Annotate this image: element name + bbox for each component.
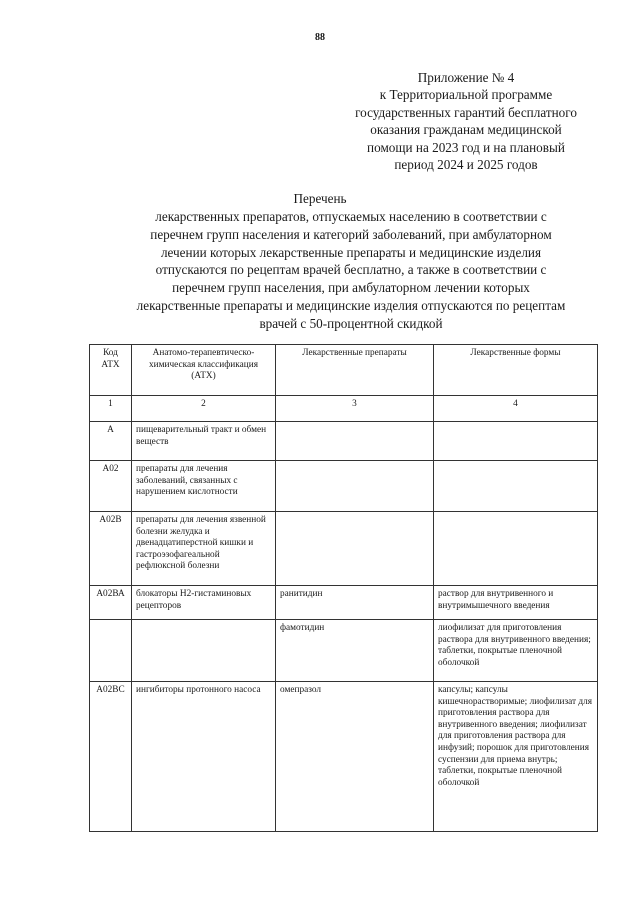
atx-code: А02ВС: [90, 682, 132, 832]
atx-classification: препараты для лечения язвенной болезни желудка и двенадцатиперстной кишки и гастроэзофагеальной рефлюксной болезни: [132, 512, 276, 586]
header-code: Код АТХ: [90, 345, 132, 396]
list-description: [98, 208, 604, 333]
column-number: 2: [132, 396, 276, 422]
table-row: [90, 422, 598, 461]
drug-name: [276, 461, 434, 512]
atx-code: А02В: [90, 512, 132, 586]
dosage-forms: капсулы; капсулы кишечнорастворимые; лиофилизат для приготовления раствора для внутривенного введения; лиофилизат для приготовления раствора для инфузий; порошок для приготовления суспензии для приема внутрь; таблетки, покрытые пленочной оболочкой: [434, 682, 598, 832]
header-forms: Лекарственные формы: [434, 345, 598, 396]
dosage-forms: раствор для внутривенного и внутримышечного введения: [434, 586, 598, 620]
list-description-line: отпускаются по рецептам врачей бесплатно, а также в соответствии с: [155, 262, 547, 278]
appendix-line: государственных гарантий бесплатного: [355, 104, 577, 120]
list-title: Перечень: [293, 191, 347, 206]
atx-code: А: [90, 422, 132, 461]
table-row: [90, 586, 598, 620]
dosage-forms: лиофилизат для приготовления раствора для внутривенного введения; таблетки, покрытые пленочной оболочкой: [434, 620, 598, 682]
drug-name: омепразол: [276, 682, 434, 832]
column-number: 3: [276, 396, 434, 422]
column-number-row: [90, 396, 598, 422]
header-drugs: Лекарственные препараты: [276, 345, 434, 396]
atx-classification: препараты для лечения заболеваний, связанных с нарушением кислотности: [132, 461, 276, 512]
dosage-forms: [434, 461, 598, 512]
appendix-line: к Территориальной программе: [379, 87, 553, 103]
drug-name: [276, 422, 434, 461]
drug-name: ранитидин: [276, 586, 434, 620]
column-number: 1: [90, 396, 132, 422]
table-row: [90, 461, 598, 512]
drug-name: [276, 512, 434, 586]
dosage-forms: [434, 512, 598, 586]
list-description-line: врачей с 50-процентной скидкой: [259, 315, 443, 331]
list-description-line: лечении которых лекарственные препараты и медицинские изделия: [160, 244, 542, 260]
atx-code: [90, 620, 132, 682]
table-row: [90, 512, 598, 586]
appendix-line: период 2024 и 2025 годов: [394, 157, 538, 173]
list-description-line: лекарственные препараты и медицинские изделия отпускаются по рецептам: [136, 297, 566, 313]
drug-name: фамотидин: [276, 620, 434, 682]
appendix-line: помощи на 2023 год и на плановый: [367, 139, 565, 155]
column-number: 4: [434, 396, 598, 422]
table-header-row: [90, 345, 598, 396]
table-row: [90, 620, 598, 682]
atx-classification: пищеварительный тракт и обмен веществ: [132, 422, 276, 461]
list-description-line: перечнем групп населения, при амбулаторном лечении которых: [172, 280, 530, 296]
appendix-line: оказания гражданам медицинской: [370, 122, 562, 138]
appendix-heading: [318, 69, 614, 173]
drug-list-table: [89, 344, 598, 832]
table-row: [90, 682, 598, 832]
dosage-forms: [434, 422, 598, 461]
atx-code: А02: [90, 461, 132, 512]
atx-classification: блокаторы Н2-гистаминовых рецепторов: [132, 586, 276, 620]
atx-code: А02ВА: [90, 586, 132, 620]
appendix-line: Приложение № 4: [417, 70, 515, 85]
atx-classification: ингибиторы протонного насоса: [132, 682, 276, 832]
list-description-line: перечнем групп населения и категорий заболеваний, при амбулаторном: [150, 226, 552, 242]
header-classification: Анатомо-терапевтическо-химическая классификация (АТХ): [132, 345, 276, 396]
list-description-line: лекарственных препаратов, отпускаемых населению в соответствии с: [155, 209, 547, 224]
page-number: 88: [315, 32, 325, 43]
atx-classification: [132, 620, 276, 682]
